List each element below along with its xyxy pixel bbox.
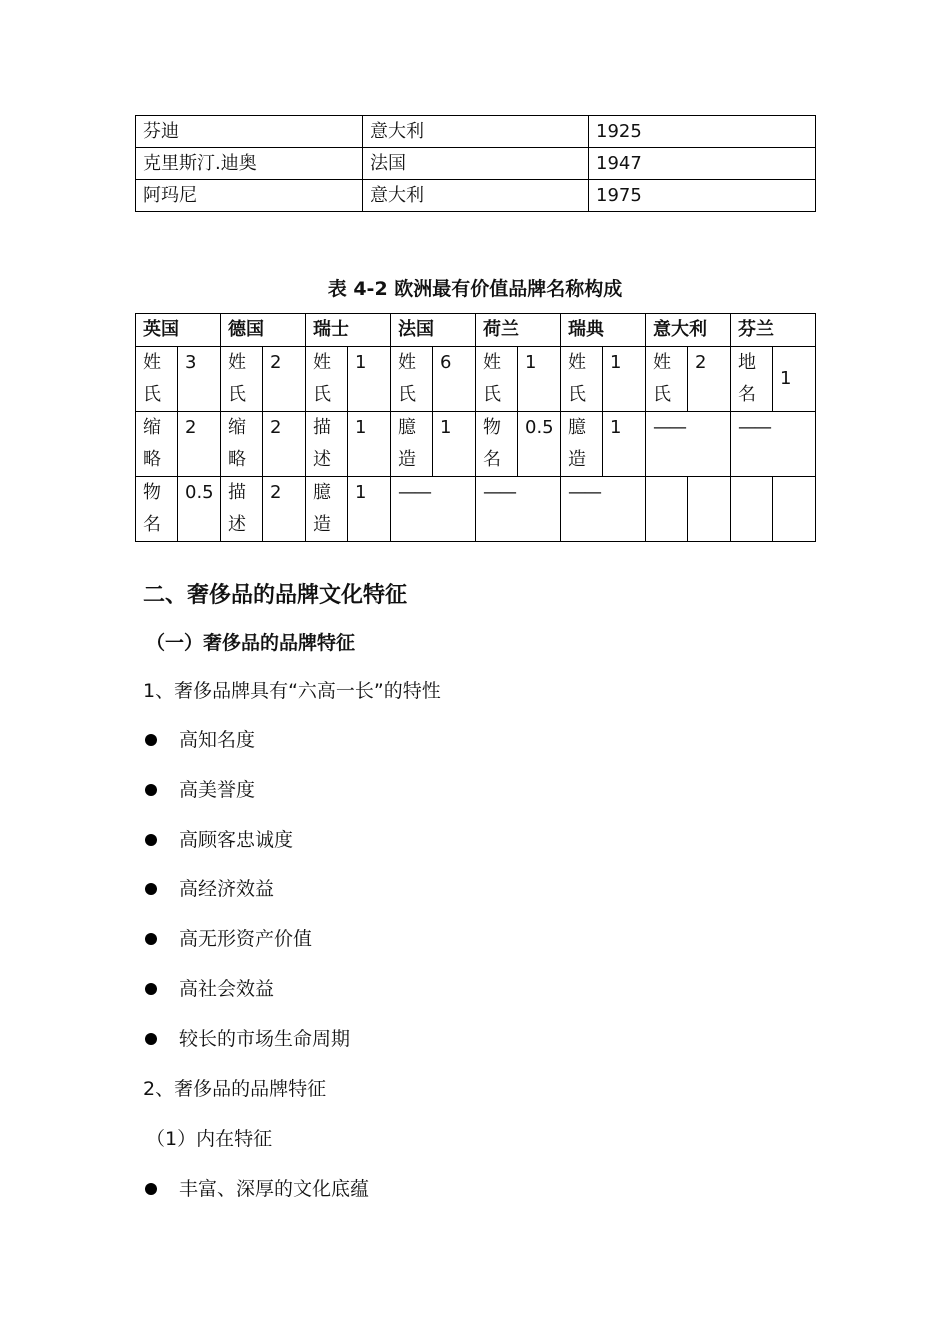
naming-type-cell: 物名 <box>476 412 518 477</box>
table-row <box>136 180 816 212</box>
country-header: 法国 <box>391 314 476 347</box>
count-cell: 0.5 <box>518 412 561 477</box>
table-row <box>136 116 816 148</box>
naming-type-cell <box>646 477 688 542</box>
count-cell: 3 <box>178 347 221 412</box>
sub-heading: （1）内在特征 <box>146 1128 273 1150</box>
naming-type-cell: 姓氏 <box>221 347 263 412</box>
count-cell: 2 <box>263 347 306 412</box>
table-row <box>136 477 816 542</box>
list-item-text: 高顾客忠诚度 <box>179 828 294 851</box>
naming-type-cell: 臆造 <box>561 412 603 477</box>
list-heading: 1、奢侈品牌具有“六高一长”的特性 <box>143 680 441 702</box>
naming-type-cell: 描述 <box>221 477 263 542</box>
naming-type-cell: 缩略 <box>221 412 263 477</box>
naming-type-cell: 姓氏 <box>646 347 688 412</box>
list-item <box>143 976 274 1002</box>
bullet-icon <box>145 1183 157 1195</box>
naming-type-cell: 臆造 <box>391 412 433 477</box>
list-item-text: 高美誉度 <box>179 778 256 801</box>
empty-marker-cell: —— <box>646 412 731 477</box>
count-cell <box>773 477 816 542</box>
brand-name-cell: 阿玛尼 <box>136 180 363 212</box>
count-cell <box>688 477 731 542</box>
count-cell: 1 <box>603 412 646 477</box>
count-cell: 2 <box>178 412 221 477</box>
table-row <box>136 412 816 477</box>
country-cell: 法国 <box>363 148 589 180</box>
count-cell: 1 <box>348 412 391 477</box>
count-cell: 2 <box>263 412 306 477</box>
list-item <box>143 1176 369 1202</box>
naming-type-cell: 臆造 <box>306 477 348 542</box>
country-header: 瑞士 <box>306 314 391 347</box>
count-cell: 6 <box>433 347 476 412</box>
brand-origin-table <box>135 115 816 212</box>
country-header: 芬兰 <box>731 314 816 347</box>
empty-marker-cell: —— <box>476 477 561 542</box>
list-item <box>143 876 274 902</box>
subsection-title: （一）奢侈品的品牌特征 <box>146 632 356 654</box>
count-cell: 1 <box>433 412 476 477</box>
bullet-icon <box>145 883 157 895</box>
bullet-icon <box>145 834 157 846</box>
naming-type-cell: 姓氏 <box>561 347 603 412</box>
country-header: 英国 <box>136 314 221 347</box>
count-cell: 0.5 <box>178 477 221 542</box>
list-item-text: 高社会效益 <box>179 978 275 1000</box>
year-cell: 1925 <box>589 116 816 148</box>
country-header: 瑞典 <box>561 314 646 347</box>
list-item-text: 丰富、深厚的文化底蕴 <box>179 1178 370 1200</box>
country-cell: 意大利 <box>363 116 589 148</box>
empty-marker-cell: —— <box>561 477 646 542</box>
naming-type-cell: 姓氏 <box>136 347 178 412</box>
table-row <box>136 148 816 180</box>
list-item <box>143 926 312 952</box>
table-row <box>136 347 816 412</box>
bullet-icon <box>145 933 157 945</box>
bullet-icon <box>145 784 157 796</box>
bullet-icon <box>145 983 157 995</box>
count-cell: 1 <box>348 347 391 412</box>
empty-marker-cell: —— <box>391 477 476 542</box>
year-cell: 1947 <box>589 148 816 180</box>
list-item-text: 较长的市场生命周期 <box>179 1027 351 1050</box>
country-header: 荷兰 <box>476 314 561 347</box>
naming-type-cell: 物名 <box>136 477 178 542</box>
naming-type-cell <box>731 477 773 542</box>
naming-type-cell: 缩略 <box>136 412 178 477</box>
naming-type-cell: 地名 <box>731 347 773 412</box>
brand-name-composition-table <box>135 313 816 542</box>
count-cell: 1 <box>348 477 391 542</box>
table-caption: 表 4-2 欧洲最有价值品牌名称构成 <box>327 278 623 300</box>
year-cell: 1975 <box>589 180 816 212</box>
country-header: 德国 <box>221 314 306 347</box>
count-cell: 2 <box>688 347 731 412</box>
brand-name-cell: 芬迪 <box>136 116 363 148</box>
brand-name-cell: 克里斯汀.迪奥 <box>136 148 363 180</box>
country-cell: 意大利 <box>363 180 589 212</box>
list-item-text: 高无形资产价值 <box>179 928 313 951</box>
count-cell: 1 <box>773 347 816 412</box>
list-item-text: 高知名度 <box>179 729 256 751</box>
naming-type-cell: 描述 <box>306 412 348 477</box>
count-cell: 1 <box>518 347 561 412</box>
list-item <box>143 827 293 853</box>
section-title: 二、奢侈品的品牌文化特征 <box>143 583 408 608</box>
naming-type-cell: 姓氏 <box>391 347 433 412</box>
empty-marker-cell: —— <box>731 412 816 477</box>
list-item <box>143 1026 350 1052</box>
naming-type-cell: 姓氏 <box>306 347 348 412</box>
list-item-text: 高经济效益 <box>179 878 275 901</box>
bullet-icon <box>145 734 157 746</box>
list-item <box>143 727 255 753</box>
count-cell: 2 <box>263 477 306 542</box>
bullet-icon <box>145 1033 157 1045</box>
list-heading: 2、奢侈品的品牌特征 <box>143 1078 327 1100</box>
table-header-row <box>136 314 816 347</box>
naming-type-cell: 姓氏 <box>476 347 518 412</box>
country-header: 意大利 <box>646 314 731 347</box>
count-cell: 1 <box>603 347 646 412</box>
list-item <box>143 777 255 803</box>
